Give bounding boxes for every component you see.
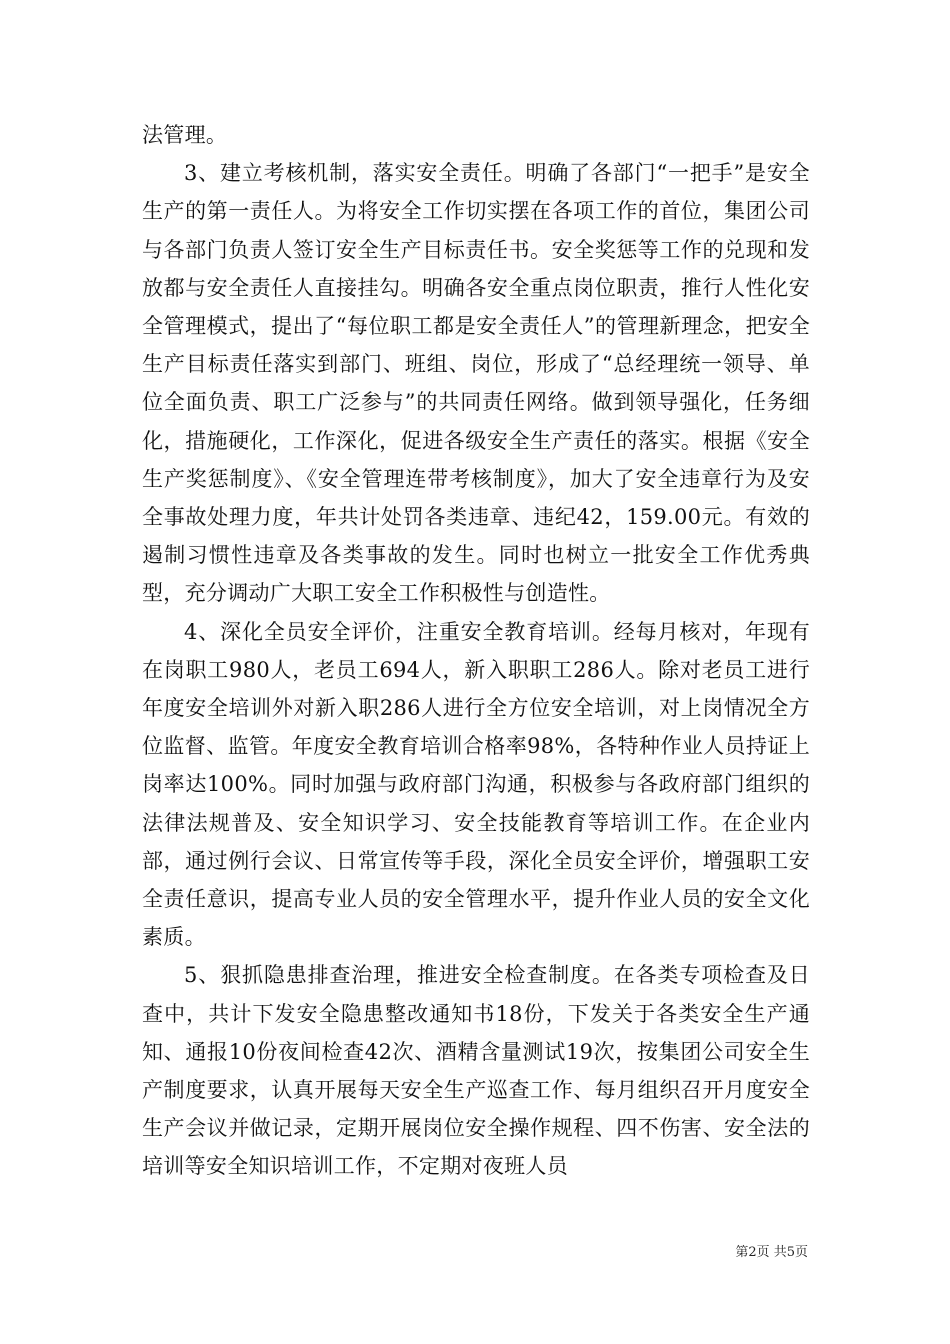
paragraph-continuation: 法管理。	[142, 123, 228, 147]
paragraph-item-4: 4、深化全员安全评价，注重安全教育培训。经每月核对，年现有在岗职工980人，老员工694人，新入职职工286人。除对老员工进行年度安全培训外对新入职286人进行全方位安全培训，对上岗情况全方位监督、监管。年度安全教育培训合格率98%，各特种作业人员持证上岗率达100%。同时加强与政府部门沟通，积极参与各政府部门组织的法律法规普及、安全知识学习、安全技能教育等培训工作。在企业内部，通过例行会议、日常宣传等手段，深化全员安全评价，增强职工安全责任意识，提高专业人员的安全管理水平，提升作业人员的安全文化素质。	[142, 619, 810, 950]
paragraph-item-3: 3、建立考核机制，落实安全责任。明确了各部门“一把手”是安全生产的第一责任人。为将安全工作切实摆在各项工作的首位，集团公司与各部门负责人签订安全生产目标责任书。安全奖惩等工作的兑现和发放都与安全责任人直接挂勾。明确各安全重点岗位职责，推行人性化安全管理模式，提出了“每位职工都是安全责任人”的管理新理念，把安全生产目标责任落实到部门、班组、岗位，形成了“总经理统一领导、单位全面负责、职工广泛参与”的共同责任网络。做到领导强化，任务细化，措施硬化，工作深化，促进各级安全生产责任的落实。根据《安全生产奖惩制度》、《安全管理连带考核制度》，加大了安全违章行为及安全事故处理力度，年共计处罚各类违章、违纪42，159.00元。有效的遏制习惯性违章及各类事故的发生。同时也树立一批安全工作优秀典型，充分调动广大职工安全工作积极性与创造性。	[142, 161, 810, 606]
document-body	[142, 116, 810, 1186]
paragraph-item-5: 5、狠抓隐患排查治理，推进安全检查制度。在各类专项检查及日查中，共计下发安全隐患整改通知书18份，下发关于各类安全生产通知、通报10份夜间检查42次、酒精含量测试19次，按集团公司安全生产制度要求，认真开展每天安全生产巡查工作、每月组织召开月度安全生产会议并做记录，定期开展岗位安全操作规程、四不伤害、安全法的培训等安全知识培训工作，不定期对夜班人员	[142, 963, 810, 1179]
page-number-footer: 第2页 共5页	[735, 1245, 808, 1260]
